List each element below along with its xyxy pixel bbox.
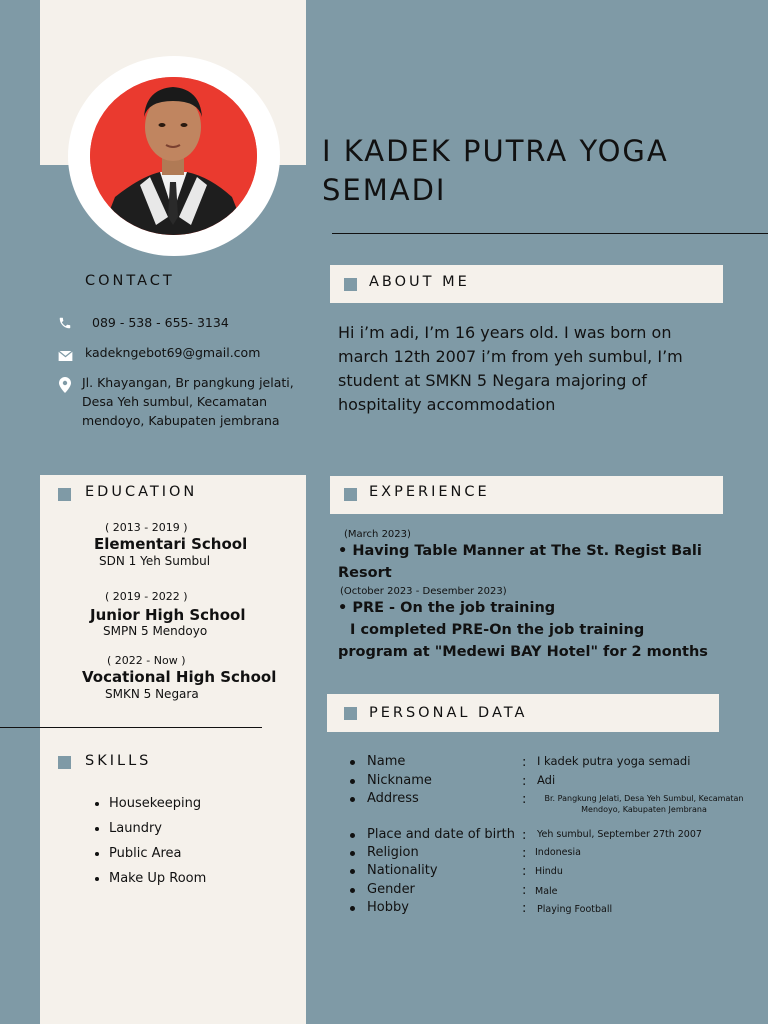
edu-school: SMKN 5 Negara bbox=[105, 687, 199, 701]
edu-years: ( 2019 - 2022 ) bbox=[105, 590, 188, 603]
personal-value: Adi bbox=[537, 773, 556, 787]
edu-years: ( 2013 - 2019 ) bbox=[105, 521, 188, 534]
bullet-icon bbox=[350, 760, 355, 765]
experience-detail: I completed PRE-On the job training program at "Medewi BAY Hotel" for 2 months bbox=[338, 622, 708, 660]
personal-label: Nickname bbox=[367, 773, 432, 788]
colon: : bbox=[522, 901, 527, 916]
colon: : bbox=[522, 774, 527, 789]
edu-level: Junior High School bbox=[90, 606, 246, 624]
personal-row bbox=[350, 900, 760, 918]
personal-row bbox=[350, 845, 760, 863]
email-icon bbox=[58, 347, 73, 366]
skills-list bbox=[89, 796, 206, 896]
personal-value: Yeh sumbul, September 27th 2007 bbox=[537, 829, 702, 840]
full-name: I KADEK PUTRA YOGA SEMADI bbox=[322, 134, 669, 207]
square-bullet-icon bbox=[344, 488, 357, 501]
personal-row bbox=[350, 863, 760, 881]
personal-value: Male bbox=[535, 886, 558, 897]
contact-title: CONTACT bbox=[85, 273, 175, 289]
experience-date: (October 2023 - Desember 2023) bbox=[340, 586, 507, 597]
skill-item: • Laundry bbox=[109, 821, 206, 837]
personal-label: Place and date of birth bbox=[367, 827, 515, 842]
personal-label: Gender bbox=[367, 882, 415, 897]
bullet-icon bbox=[350, 851, 355, 856]
personal-label: Hobby bbox=[367, 900, 409, 915]
personal-label: Nationality bbox=[367, 863, 438, 878]
header-divider bbox=[332, 233, 768, 234]
edu-level: Vocational High School bbox=[82, 668, 277, 686]
personal-value: Hindu bbox=[535, 866, 563, 877]
personal-value: Playing Football bbox=[537, 904, 613, 915]
square-bullet-icon bbox=[58, 756, 71, 769]
edu-school: SDN 1 Yeh Sumbul bbox=[99, 554, 211, 568]
email-address[interactable]: kadekngebot69@gmail.com bbox=[85, 345, 261, 360]
skill-item: • Make Up Room bbox=[109, 871, 206, 887]
education-title: EDUCATION bbox=[85, 484, 198, 500]
colon: : bbox=[522, 755, 527, 770]
personal-row bbox=[350, 773, 760, 791]
personal-row bbox=[350, 791, 760, 821]
bullet-icon bbox=[350, 888, 355, 893]
experience-text: • PRE - On the job training bbox=[338, 600, 556, 616]
edu-school: SMPN 5 Mendoyo bbox=[103, 624, 208, 638]
personal-value: Br. Pangkung Jelati, Desa Yeh Sumbul, Kecamatan Mendoyo, Kabupaten Jembrana bbox=[544, 794, 744, 814]
location-icon bbox=[59, 377, 71, 397]
personal-value: I kadek putra yoga semadi bbox=[537, 754, 691, 768]
square-bullet-icon bbox=[344, 278, 357, 291]
phone-number[interactable]: 089 - 538 - 655- 3134 bbox=[92, 315, 229, 330]
bullet-icon bbox=[350, 797, 355, 802]
square-bullet-icon bbox=[58, 488, 71, 501]
edu-years: ( 2022 - Now ) bbox=[107, 654, 186, 667]
about-title: ABOUT ME bbox=[369, 274, 470, 290]
personal-label: Religion bbox=[367, 845, 419, 860]
bullet-icon bbox=[350, 869, 355, 874]
education-divider bbox=[0, 727, 262, 728]
profile-photo bbox=[90, 77, 257, 235]
colon: : bbox=[522, 883, 527, 898]
address: Jl. Khayangan, Br pangkung jelati, Desa Yeh sumbul, Kecamatan mendoyo, Kabupaten jembrana bbox=[82, 375, 294, 428]
personal-label: Name bbox=[367, 754, 406, 769]
skill-item: • Housekeeping bbox=[109, 796, 206, 812]
personal-row bbox=[350, 754, 760, 772]
skill-item: • Public Area bbox=[109, 846, 206, 862]
personal-value: Indonesia bbox=[535, 847, 581, 858]
personal-title: PERSONAL DATA bbox=[369, 705, 528, 721]
skills-title: SKILLS bbox=[85, 753, 152, 769]
personal-row bbox=[350, 882, 760, 900]
personal-label: Address bbox=[367, 791, 419, 806]
square-bullet-icon bbox=[344, 707, 357, 720]
colon: : bbox=[522, 864, 527, 879]
edu-level: Elementari School bbox=[94, 535, 248, 553]
experience-date: (March 2023) bbox=[344, 529, 411, 540]
bullet-icon bbox=[350, 779, 355, 784]
bullet-icon bbox=[350, 833, 355, 838]
experience-text: • Having Table Manner at The St. Regist Bali Resort bbox=[338, 543, 702, 581]
colon: : bbox=[522, 792, 527, 807]
experience-title: EXPERIENCE bbox=[369, 484, 490, 500]
colon: : bbox=[522, 846, 527, 861]
phone-icon bbox=[58, 315, 72, 334]
colon: : bbox=[522, 828, 527, 843]
about-text: Hi i’m adi, I’m 16 years old. I was born on march 12th 2007 i’m from yeh sumbul, I’m student at SMKN 5 Negara majoring of hospitality accommodation bbox=[338, 323, 683, 414]
personal-row bbox=[350, 827, 760, 845]
bullet-icon bbox=[350, 906, 355, 911]
